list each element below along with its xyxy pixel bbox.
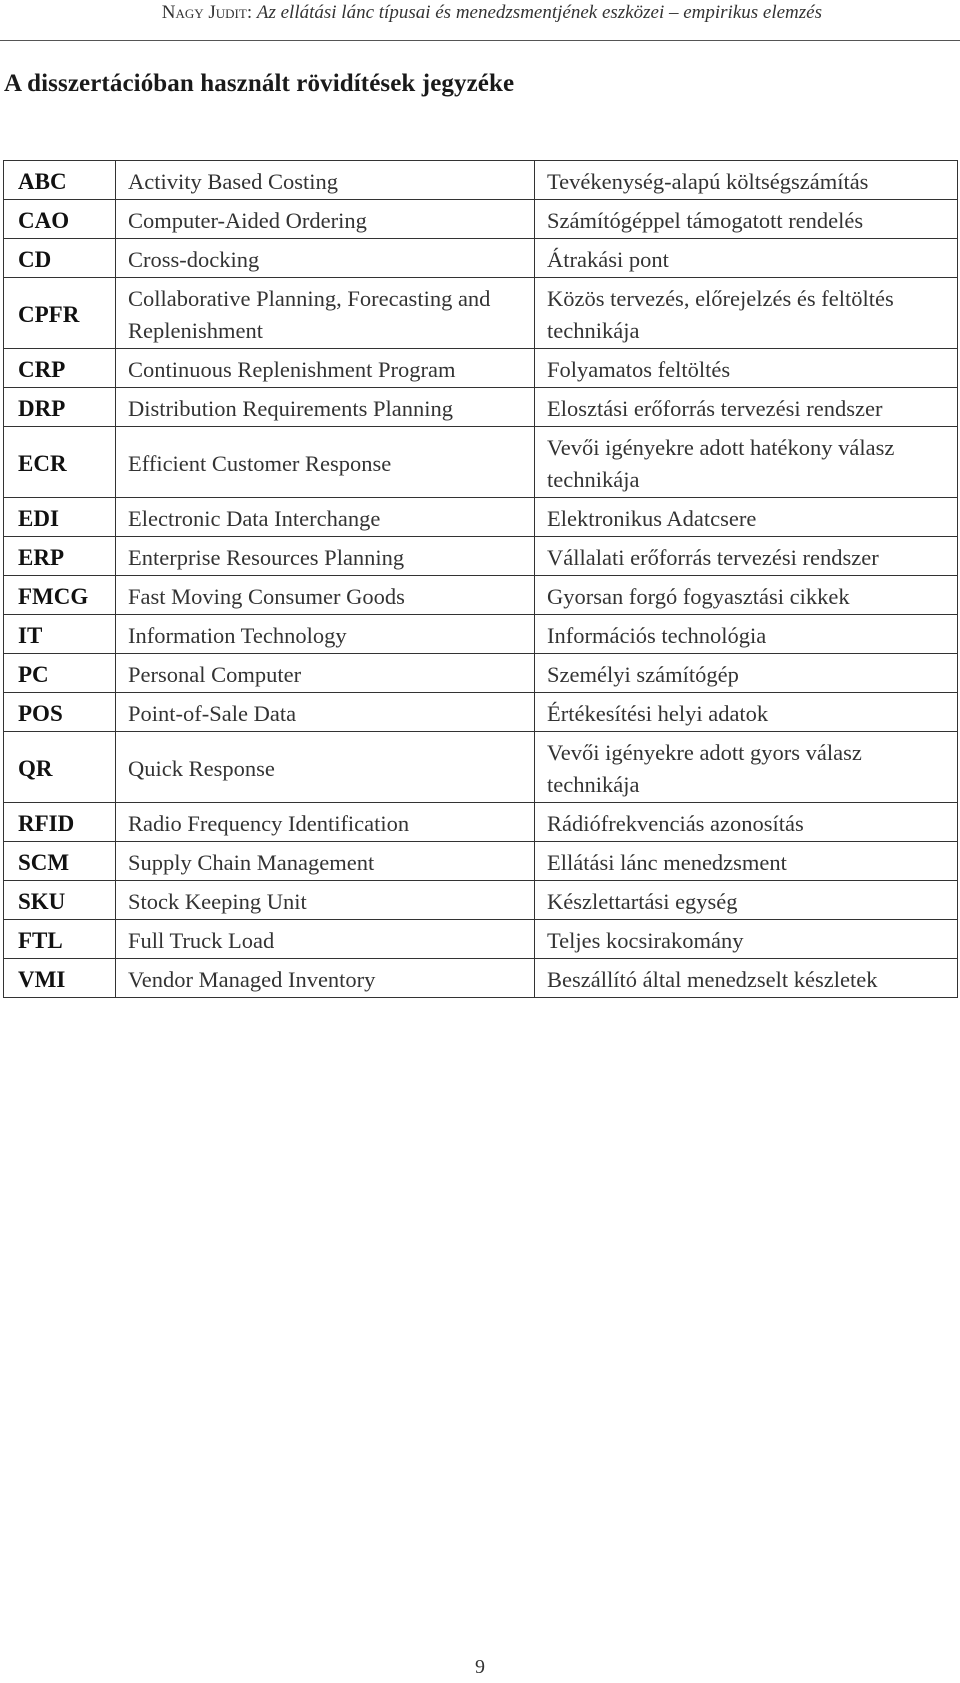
abbreviation-cell: EDI	[4, 498, 116, 537]
table-row	[4, 498, 958, 537]
table-row	[4, 803, 958, 842]
hungarian-term-cell: Elektronikus Adatcsere	[535, 498, 958, 537]
page-number: 9	[475, 1656, 485, 1678]
hungarian-term-cell: Rádiófrekvenciás azonosítás	[535, 803, 958, 842]
table-row	[4, 388, 958, 427]
english-term-cell: Computer-Aided Ordering	[116, 200, 535, 239]
abbreviation-cell: DRP	[4, 388, 116, 427]
table-row	[4, 615, 958, 654]
table-row	[4, 654, 958, 693]
table-row	[4, 278, 958, 349]
english-term-cell: Efficient Customer Response	[116, 427, 535, 498]
table-row	[4, 693, 958, 732]
hungarian-term-cell: Folyamatos feltöltés	[535, 349, 958, 388]
table-row	[4, 842, 958, 881]
table-row	[4, 427, 958, 498]
abbreviation-cell: ERP	[4, 537, 116, 576]
abbreviation-cell: QR	[4, 732, 116, 803]
english-term-cell: Information Technology	[116, 615, 535, 654]
hungarian-term-cell: Készlettartási egység	[535, 881, 958, 920]
table-row	[4, 576, 958, 615]
english-term-cell: Enterprise Resources Planning	[116, 537, 535, 576]
abbreviation-cell: ECR	[4, 427, 116, 498]
english-term-cell: Supply Chain Management	[116, 842, 535, 881]
abbreviation-cell: SCM	[4, 842, 116, 881]
english-term-cell: Point-of-Sale Data	[116, 693, 535, 732]
hungarian-term-cell: Vállalati erőforrás tervezési rendszer	[535, 537, 958, 576]
abbreviation-cell: CPFR	[4, 278, 116, 349]
english-term-cell: Personal Computer	[116, 654, 535, 693]
english-term-cell: Fast Moving Consumer Goods	[116, 576, 535, 615]
table-row	[4, 732, 958, 803]
english-term-cell: Full Truck Load	[116, 920, 535, 959]
abbreviation-cell: PC	[4, 654, 116, 693]
english-term-cell: Quick Response	[116, 732, 535, 803]
table-row	[4, 349, 958, 388]
abbreviation-cell: RFID	[4, 803, 116, 842]
hungarian-term-cell: Számítógéppel támogatott rendelés	[535, 200, 958, 239]
running-header	[0, 0, 960, 41]
hungarian-term-cell: Személyi számítógép	[535, 654, 958, 693]
page-title: A disszertációban használt rövidítések jegyzéke	[4, 70, 515, 97]
hungarian-term-cell: Elosztási erőforrás tervezési rendszer	[535, 388, 958, 427]
abbreviation-cell: FTL	[4, 920, 116, 959]
table-row	[4, 239, 958, 278]
abbreviations-table-body	[4, 161, 958, 998]
hungarian-term-cell: Közös tervezés, előrejelzés és feltöltés technikája	[535, 278, 958, 349]
abbreviation-cell: SKU	[4, 881, 116, 920]
abbreviations-table	[3, 160, 958, 998]
table-row	[4, 537, 958, 576]
abbreviation-cell: VMI	[4, 959, 116, 998]
header-author: Nagy Judit:	[161, 2, 253, 23]
table-row	[4, 881, 958, 920]
hungarian-term-cell: Vevői igényekre adott hatékony válasz technikája	[535, 427, 958, 498]
hungarian-term-cell: Ellátási lánc menedzsment	[535, 842, 958, 881]
english-term-cell: Electronic Data Interchange	[116, 498, 535, 537]
hungarian-term-cell: Tevékenység-alapú költségszámítás	[535, 161, 958, 200]
abbreviation-cell: CAO	[4, 200, 116, 239]
english-term-cell: Collaborative Planning, Forecasting and Replenishment	[116, 278, 535, 349]
english-term-cell: Vendor Managed Inventory	[116, 959, 535, 998]
table-row	[4, 959, 958, 998]
table-row	[4, 920, 958, 959]
hungarian-term-cell: Információs technológia	[535, 615, 958, 654]
english-term-cell: Stock Keeping Unit	[116, 881, 535, 920]
abbreviation-cell: IT	[4, 615, 116, 654]
header-title: Az ellátási lánc típusai és menedzsmentjének eszközei – empirikus elemzés	[256, 2, 822, 23]
abbreviation-cell: ABC	[4, 161, 116, 200]
english-term-cell: Distribution Requirements Planning	[116, 388, 535, 427]
abbreviation-cell: FMCG	[4, 576, 116, 615]
abbreviation-cell: POS	[4, 693, 116, 732]
abbreviation-cell: CD	[4, 239, 116, 278]
hungarian-term-cell: Gyorsan forgó fogyasztási cikkek	[535, 576, 958, 615]
english-term-cell: Activity Based Costing	[116, 161, 535, 200]
hungarian-term-cell: Beszállító által menedzselt készletek	[535, 959, 958, 998]
english-term-cell: Continuous Replenishment Program	[116, 349, 535, 388]
table-row	[4, 161, 958, 200]
hungarian-term-cell: Átrakási pont	[535, 239, 958, 278]
hungarian-term-cell: Vevői igényekre adott gyors válasz technikája	[535, 732, 958, 803]
english-term-cell: Cross-docking	[116, 239, 535, 278]
english-term-cell: Radio Frequency Identification	[116, 803, 535, 842]
hungarian-term-cell: Teljes kocsirakomány	[535, 920, 958, 959]
abbreviation-cell: CRP	[4, 349, 116, 388]
table-row	[4, 200, 958, 239]
running-header-text	[162, 2, 822, 24]
hungarian-term-cell: Értékesítési helyi adatok	[535, 693, 958, 732]
